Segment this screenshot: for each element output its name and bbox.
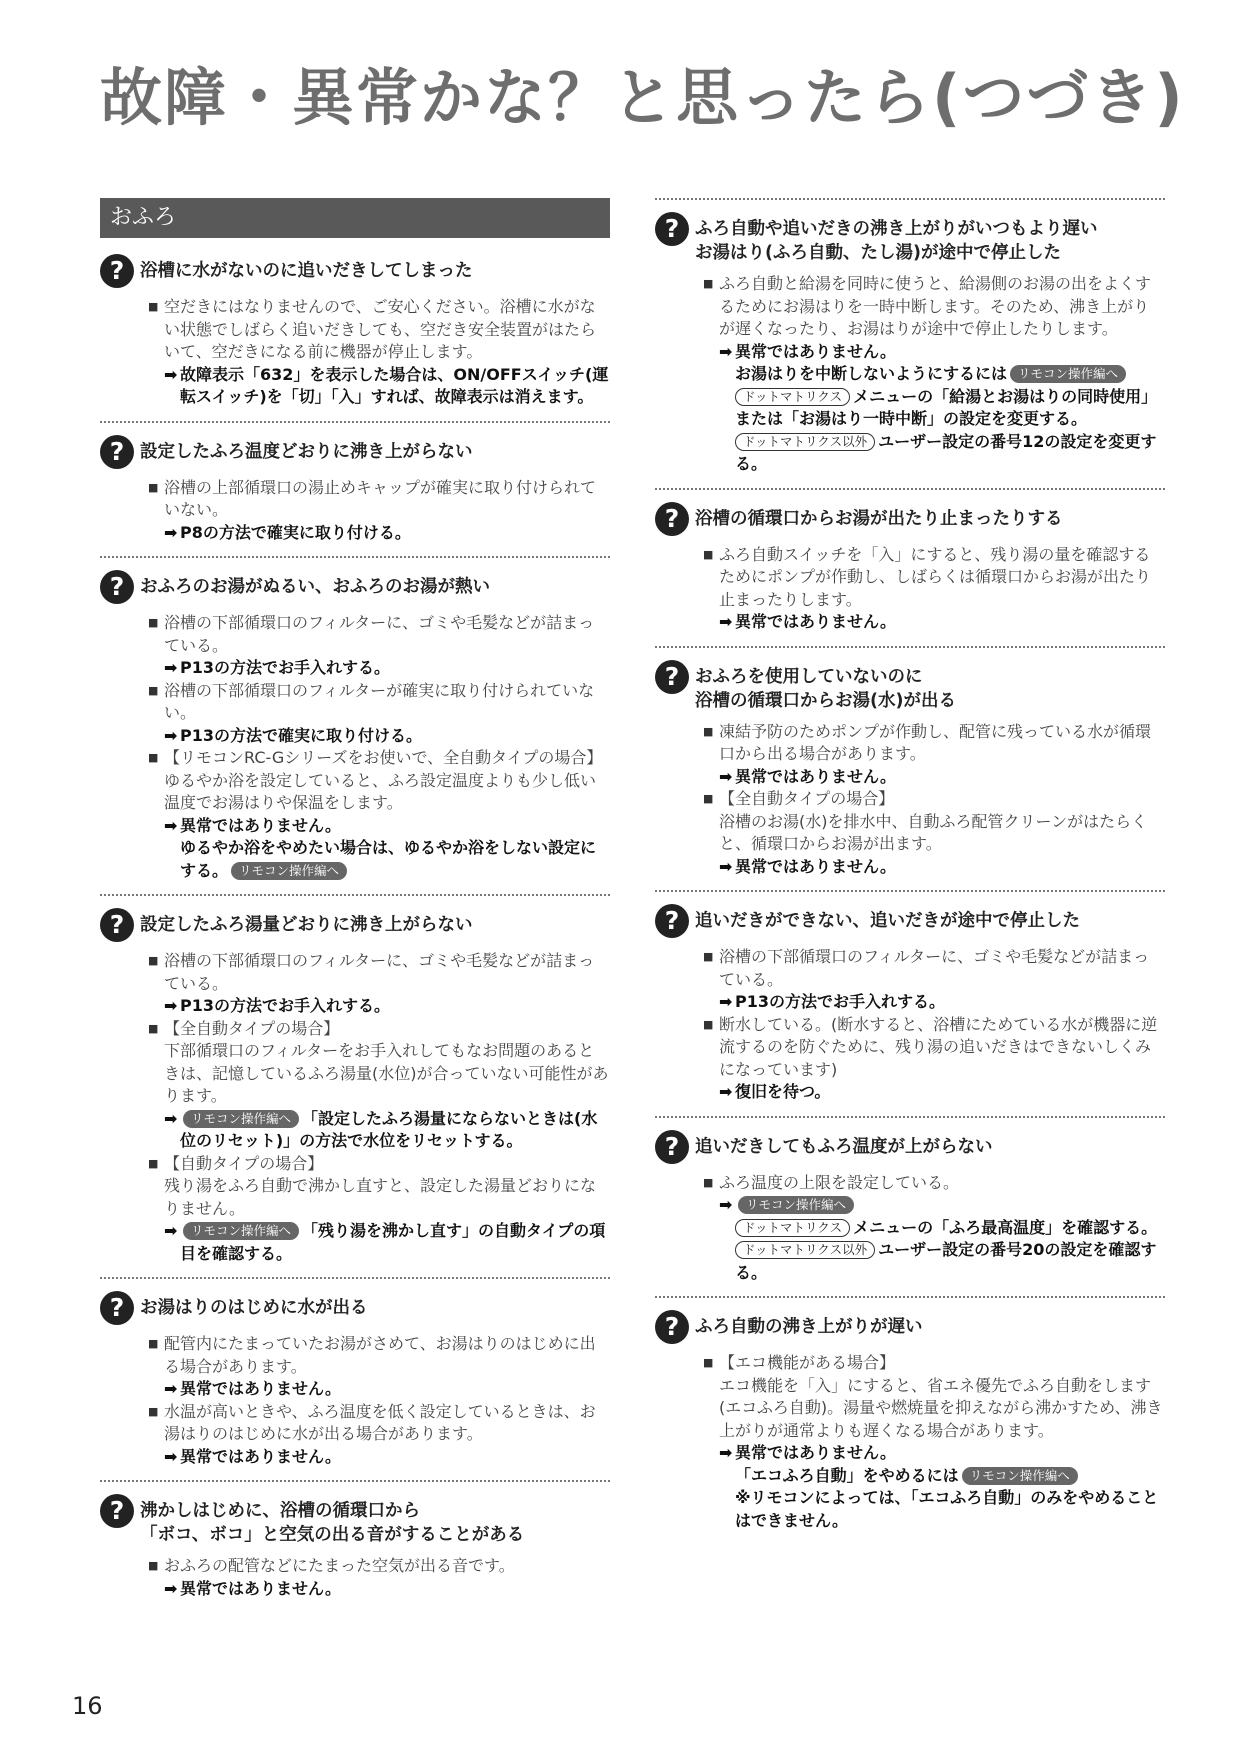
- faq-item: [655, 488, 1165, 646]
- faq-item: [100, 1480, 610, 1612]
- bullet-icon: ■: [703, 1017, 714, 1031]
- question-icon: ?: [100, 1494, 134, 1528]
- cause-text: 水温が高いときや、ふろ温度を低く設定しているときは、お湯はりのはじめに水が出る場合があります。: [164, 1401, 596, 1443]
- remedy-text: ➡ 異常ではありません。: [719, 856, 1165, 879]
- faq-question: 沸かしはじめに、浴槽の循環口から 「ボコ、ボコ」と空気の出る音がすることがある: [140, 1501, 525, 1545]
- remote-manual-link[interactable]: リモコン操作編へ: [962, 1467, 1078, 1485]
- note-text: ドットマトリクス以外 ユーザー設定の番号20の設定を確認する。: [735, 1240, 1157, 1282]
- remedy-text: [719, 1194, 1165, 1217]
- question-icon: ?: [655, 212, 689, 246]
- faq-question: 設定したふろ湯量どおりに沸き上がらない: [140, 915, 473, 935]
- arrow-icon: ➡: [164, 815, 178, 835]
- question-icon: ?: [655, 660, 689, 694]
- arrow-icon: ➡: [164, 1221, 178, 1240]
- condition-text: 【リモコンRC-Gシリーズをお使いで、全自動タイプの場合】: [164, 748, 603, 767]
- remedy-text: ➡ 復旧を待つ。: [719, 1081, 1165, 1104]
- remedy-text: ➡ 異常ではありません。: [719, 341, 1165, 364]
- page-title: 故障・異常かな？と思ったら(つづき): [100, 61, 1185, 134]
- bullet-icon: ■: [703, 1356, 714, 1369]
- faq-item: [655, 646, 1165, 891]
- remedy-text: ➡ P13の方法でお手入れする。: [164, 657, 610, 680]
- arrow-icon: ➡: [164, 1379, 178, 1398]
- question-icon: ?: [100, 1291, 134, 1325]
- remedy-text: ➡ P13の方法で確実に取り付ける。: [164, 725, 610, 748]
- faq-item: [100, 894, 610, 1277]
- question-icon: ?: [655, 502, 689, 536]
- bullet-icon: ■: [148, 1337, 159, 1350]
- remedy-text: ➡ P8の方法で確実に取り付ける。: [164, 522, 610, 545]
- cause-text: 浴槽の上部循環口の湯止めキャップが確実に取り付けられていない。: [164, 477, 597, 519]
- faq-question: おふろを使用していないのに 浴槽の循環口からお湯(水)が出る: [695, 666, 956, 711]
- condition-text: 【全自動タイプの場合】: [164, 1018, 340, 1038]
- faq-item: [100, 1277, 610, 1480]
- display-type-tag: ドットマトリクス以外: [735, 433, 875, 451]
- cause-text: 浴槽の下部循環口のフィルターに、ゴミや毛髪などが詰まっている。: [164, 613, 595, 655]
- faq-question: 設定したふろ温度どおりに沸き上がらない: [140, 441, 473, 462]
- question-icon: ?: [100, 570, 134, 604]
- bullet-icon: ■: [148, 1021, 159, 1035]
- bullet-icon: ■: [148, 954, 159, 967]
- remedy-text: ➡ 異常ではありません。: [719, 611, 1165, 634]
- remedy-text: ➡ P13の方法でお手入れする。: [719, 991, 1165, 1014]
- bullet-icon: ■: [703, 277, 714, 290]
- note-text: ドットマトリクス メニューの「給湯とお湯はりの同時使用」または「お湯はり一時中断」の設定を変更する。: [735, 386, 1158, 428]
- arrow-icon: ➡: [719, 341, 733, 361]
- arrow-icon: ➡: [164, 658, 178, 677]
- cause-text: ゆるやか浴を設定していると、ふろ設定温度よりも少し低い温度でお湯はりや保温をします。: [164, 770, 597, 812]
- question-icon: ?: [655, 904, 689, 938]
- bullet-icon: ■: [703, 792, 714, 805]
- arrow-icon: ➡: [719, 856, 733, 876]
- bullet-icon: ■: [148, 683, 159, 697]
- cause-text: 配管内にたまっていたお湯がさめて、お湯はりのはじめに出る場合があります。: [164, 1334, 596, 1376]
- arrow-icon: ➡: [719, 1195, 733, 1214]
- faq-question: おふろのお湯がぬるい、おふろのお湯が熱い: [140, 577, 490, 597]
- arrow-icon: ➡: [164, 364, 178, 384]
- remedy-text: ➡ 異常ではありません。: [164, 1446, 610, 1469]
- bullet-icon: ■: [148, 616, 159, 629]
- arrow-icon: ➡: [164, 996, 178, 1015]
- faq-question: 浴槽の循環口からお湯が出たり止まったりする: [695, 508, 1063, 529]
- cause-text: 残り湯をふろ自動で沸かし直すと、設定した湯量どおりになりません。: [164, 1176, 597, 1218]
- cause-text: ふろ自動スイッチを「入」にすると、残り湯の量を確認するためにポンプが作動し、しばらくは循環口からお湯が出たり止まったりします。: [719, 544, 1152, 609]
- cause-text: エコ機能を「入」にすると、省エネ優先でふろ自動をします(エコふろ自動)。湯量や燃焼量を抑えながら沸かすため、沸き上がりが通常よりも遅くなる場合があります。: [719, 1375, 1163, 1440]
- cause-text: 下部循環口のフィルターをお手入れしてもなお問題のあるときは、記憶しているふろ湯量(水位)が合っていない可能性があります。: [164, 1041, 609, 1105]
- remedy-text: ➡ リモコン操作編へ 「残り湯を沸かし直す」の自動タイプの項目を確認する。: [164, 1221, 606, 1263]
- faq-question: ふろ自動や追いだきの沸き上がりがいつもより遅い お湯はり(ふろ自動、たし湯)が途中で停止した: [695, 219, 1098, 263]
- arrow-icon: ➡: [164, 522, 178, 542]
- bullet-icon: ■: [148, 1156, 159, 1170]
- cause-text: 凍結予防のためポンプが作動し、配管に残っている水が循環口から出る場合があります。: [719, 721, 1152, 763]
- arrow-icon: ➡: [719, 1443, 733, 1462]
- cause-text: 浴槽の下部循環口のフィルターに、ゴミや毛髪などが詰まっている。: [719, 947, 1150, 989]
- right-column: [655, 198, 1165, 1544]
- note-text: ドットマトリクス メニューの「ふろ最高温度」を確認する。: [719, 1217, 1165, 1240]
- condition-text: 【エコ機能がある場合】: [719, 1353, 896, 1372]
- remedy-text: ➡ 異常ではありません。: [164, 1378, 610, 1401]
- remedy-text: ➡ P13の方法でお手入れする。: [164, 995, 610, 1018]
- arrow-icon: ➡: [719, 1082, 733, 1101]
- faq-item: [100, 556, 610, 894]
- remedy-text: ➡ 異常ではありません。: [719, 1442, 1165, 1465]
- remote-manual-link[interactable]: リモコン操作編へ: [183, 1110, 299, 1128]
- display-type-tag: ドットマトリクス: [735, 388, 850, 406]
- bullet-icon: ■: [703, 724, 714, 738]
- display-type-tag: ドットマトリクス: [735, 1219, 850, 1237]
- faq-question: 浴槽に水がないのに追いだきしてしまった: [140, 261, 473, 281]
- remedy-text: ➡ 故障表示「632」を表示した場合は、ON/OFFスイッチ(運転スイッチ)を「切」「入」すれば、故障表示は消えます。: [164, 364, 609, 406]
- faq-item: [100, 246, 610, 421]
- cause-text: ふろ温度の上限を設定している。: [719, 1172, 960, 1192]
- left-column: [100, 198, 610, 1612]
- cause-text: ふろ自動と給湯を同時に使うと、給湯側のお湯の出をよくするためにお湯はりを一時中断します。そのため、沸き上がりが遅くなったり、お湯はりが途中で停止したりします。: [719, 274, 1152, 338]
- faq-item: [655, 198, 1165, 488]
- cause-text: 断水している。(断水すると、浴槽にためている水が機器に逆流するのを防ぐために、残り湯の追いだきはできないしくみになっています): [719, 1014, 1158, 1079]
- section-header: おふろ: [100, 198, 610, 238]
- question-icon: ?: [100, 254, 134, 288]
- arrow-icon: ➡: [164, 1578, 178, 1598]
- faq-question: お湯はりのはじめに水が出る: [140, 1298, 368, 1318]
- question-icon: ?: [655, 1310, 689, 1344]
- cause-text: 浴槽の下部循環口のフィルターが確実に取り付けられていない。: [164, 680, 595, 722]
- display-type-tag: ドットマトリクス以外: [735, 1241, 875, 1259]
- remote-manual-link[interactable]: リモコン操作編へ: [1010, 365, 1126, 383]
- remote-manual-link[interactable]: リモコン操作編へ: [231, 862, 347, 880]
- cause-text: 空だきにはなりませんので、ご安心ください。浴槽に水がない状態でしばらく追いだきしても、空だき安全装置がはたらいて、空だきになる前に機器が停止します。: [164, 297, 597, 361]
- arrow-icon: ➡: [164, 1446, 178, 1466]
- bullet-icon: ■: [148, 751, 159, 764]
- remote-manual-link[interactable]: リモコン操作編へ: [738, 1196, 854, 1214]
- arrow-icon: ➡: [719, 612, 733, 631]
- bullet-icon: ■: [148, 300, 159, 313]
- remedy-text: ➡ 異常ではありません。: [719, 766, 1165, 789]
- bullet-icon: ■: [148, 1404, 159, 1418]
- remedy-text: ➡ 異常ではありません。: [164, 815, 610, 838]
- remedy-text: ➡ リモコン操作編へ 「設定したふろ湯量にならないときは(水位のリセット)」の方法で水位をリセットする。: [164, 1108, 598, 1150]
- note-text: お湯はりを中断しないようにするには リモコン操作編へ: [719, 363, 1165, 386]
- condition-text: 【自動タイプの場合】: [164, 1153, 324, 1173]
- faq-item: [100, 421, 610, 557]
- cause-text: おふろの配管などにたまった空気が出る音です。: [164, 1556, 515, 1575]
- arrow-icon: ➡: [164, 725, 178, 745]
- faq-item: [655, 890, 1165, 1116]
- note-text: 「エコふろ自動」をやめるには リモコン操作編へ: [719, 1465, 1165, 1488]
- bullet-icon: ■: [703, 950, 714, 963]
- faq-item: [655, 1296, 1165, 1544]
- note-text: ゆるやか浴をやめたい場合は、ゆるやか浴をしない設定にする。 リモコン操作編へ: [180, 838, 597, 880]
- question-icon: ?: [100, 435, 134, 469]
- cause-text: 浴槽のお湯(水)を排水中、自動ふろ配管クリーンがはたらくと、循環口からお湯が出ます。: [719, 811, 1148, 853]
- faq-item: [655, 1116, 1165, 1297]
- arrow-icon: ➡: [719, 992, 733, 1011]
- page-number: 16: [72, 1692, 103, 1720]
- condition-text: 【全自動タイプの場合】: [719, 789, 895, 808]
- faq-question: 追いだきしてもふろ温度が上がらない: [695, 1136, 993, 1157]
- faq-question: 追いだきができない、追いだきが途中で停止した: [695, 911, 1080, 931]
- note-text: ドットマトリクス以外 ユーザー設定の番号12の設定を変更する。: [735, 431, 1157, 473]
- note-text: ※リモコンによっては、「エコふろ自動」のみをやめることはできません。: [735, 1488, 1159, 1530]
- bullet-icon: ■: [703, 547, 714, 561]
- remedy-text: ➡ 異常ではありません。: [164, 1578, 610, 1601]
- bullet-icon: ■: [148, 1559, 159, 1572]
- arrow-icon: ➡: [719, 766, 733, 786]
- arrow-icon: ➡: [164, 1108, 178, 1128]
- cause-text: 浴槽の下部循環口のフィルターに、ゴミや毛髪などが詰まっている。: [164, 951, 595, 993]
- faq-question: ふろ自動の沸き上がりが遅い: [695, 1317, 923, 1337]
- remote-manual-link[interactable]: リモコン操作編へ: [183, 1222, 299, 1240]
- bullet-icon: ■: [703, 1175, 714, 1189]
- question-icon: ?: [100, 908, 134, 942]
- bullet-icon: ■: [148, 480, 159, 494]
- question-icon: ?: [655, 1130, 689, 1164]
